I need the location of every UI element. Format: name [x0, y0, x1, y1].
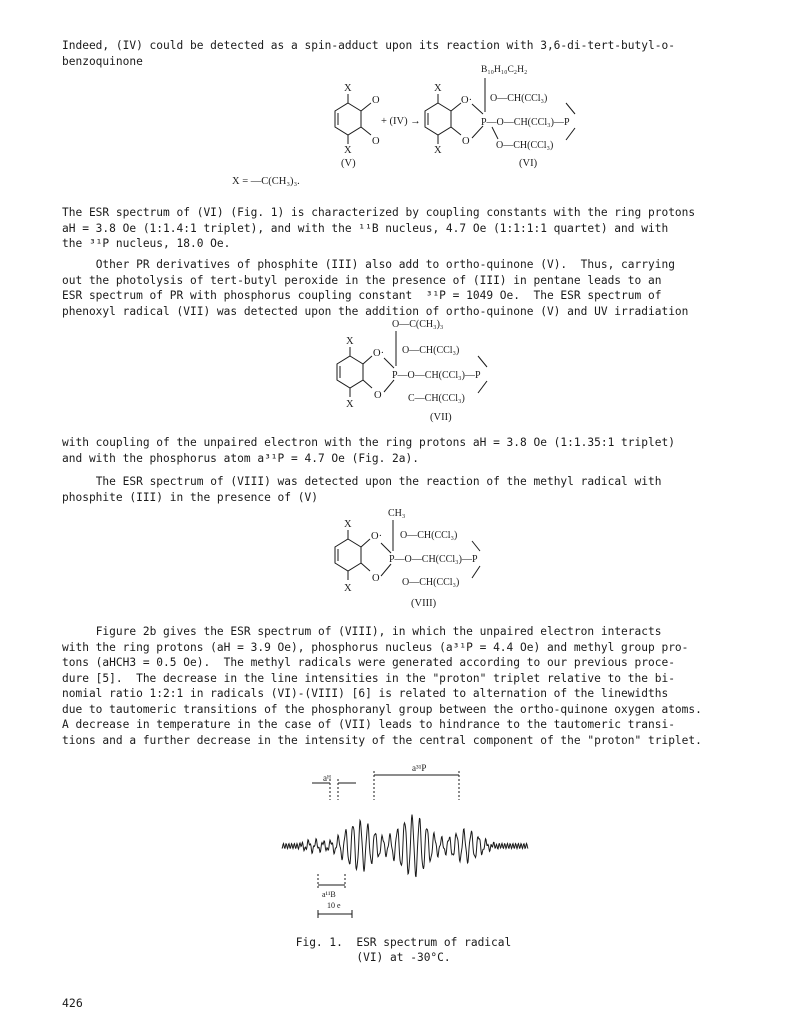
- vii-group-1: O—CH(CCl₃): [402, 345, 460, 356]
- x-top-vii: X: [346, 336, 354, 347]
- o-top-v: O: [372, 95, 380, 106]
- methyl-group: CH₃: [388, 508, 406, 519]
- o-radical-vii: O·: [373, 348, 385, 359]
- x-bottom-viii: X: [344, 583, 352, 594]
- label-vi: (VI): [519, 158, 538, 169]
- paragraph-vi-spectrum: The ESR spectrum of (VI) (Fig. 1) is characterized by coupling constants with the ring protons aH = 3.8 Oe (1:1.4:1 triplet), and with the ¹¹B nucleus, 4.7 Oe (1:1:1:1 quartet) and with the ³¹P nucleus, 18.0 Oe.: [62, 206, 696, 250]
- paragraph-vii-coupling: with coupling of the unpaired electron with the ring protons aH = 3.8 Oe (1:1.35:1 triplet) and with the phosphorus atom a³¹P = 4.7 Oe (Fig. 2a).: [62, 436, 675, 465]
- o-bottom-v: O: [372, 136, 380, 147]
- ester-group-2: P—O—CH(CCl₃)—P: [481, 117, 570, 128]
- ester-group-1: O—CH(CCl₃): [490, 93, 548, 104]
- ester-group-3: O—CH(CCl₃): [496, 140, 554, 151]
- page-number: 426: [62, 996, 83, 1010]
- a-h-label: aᴴ: [323, 773, 331, 783]
- tert-butoxy-group: O—C(CH₃)₃: [392, 319, 444, 330]
- x-top-vi: X: [434, 83, 442, 94]
- paragraph-viii-intro: The ESR spectrum of (VIII) was detected upon the reaction of the methyl radical with phosphite (III) in the presence of (V): [62, 475, 662, 504]
- reagent-arrow: + (IV) →: [381, 116, 421, 127]
- o-radical-vi: O·: [461, 95, 473, 106]
- figure-1-caption-line-1: Fig. 1. ESR spectrum of radical: [295, 936, 512, 949]
- x-bottom-v: X: [344, 145, 352, 156]
- paragraph-fig2b: Figure 2b gives the ESR spectrum of (VIII), in which the unpaired electron interacts with the ring protons (aH = 3.9 Oe), phosphorus nucleus (a³¹P = 4.4 Oe) and methyl group pro- tons (aHCH3 = 0.5 Oe). The methyl radicals were generated according to our previous proce- dure [5]. The decrease in the line intensities in the "proton" triplet relative to the bi- nomial ratio 1:2:1 in radicals (VI)-(VIII) [6] is related to alternation of the linewidths due to tautomeric transitions of the phosphoranyl group between the ortho-quinone oxygen atoms. A decrease in temperature in the case of (VII) leads to hindrance to the tautomeric transi- tions and a further decrease in the intensity of the central component of the "proton" triplet.: [62, 625, 702, 747]
- x-bottom-vi: X: [434, 145, 442, 156]
- label-v: (V): [341, 158, 356, 169]
- label-viii: (VIII): [411, 598, 437, 609]
- label-vii: (VII): [430, 412, 452, 423]
- paragraph-pr-derivatives: Other PR derivatives of phosphite (III) also add to ortho-quinone (V). Thus, carrying out the photolysis of tert-butyl peroxide in the presence of (III) in pentane leads to an ESR spectrum of PR with phosphorus coupling constant ³¹P = 1049 Oe. The ESR spectrum of phenoxyl radical (VII) was detected upon the addition of ortho-quinone (V) and UV irradiation: [62, 258, 689, 318]
- radical-vi-structure: [425, 65, 575, 169]
- b-coupling-marker: [318, 874, 345, 899]
- figure-1-caption-line-2: (VI) at -30°C.: [356, 951, 451, 964]
- a-b-label: a¹¹B: [322, 890, 336, 899]
- x-bottom-vii: X: [346, 399, 354, 410]
- paragraph-intro: Indeed, (IV) could be detected as a spin-adduct upon its reaction with 3,6-di-tert-butyl-o- benzoquinone: [62, 39, 675, 68]
- x-top-v: X: [344, 83, 352, 94]
- scale-bar: [318, 901, 352, 918]
- scale-label: 10 e: [327, 901, 341, 910]
- quinone-v-structure: [335, 83, 380, 169]
- o-radical-viii: O·: [371, 531, 383, 542]
- carborane-label: B₁₀H₁₀C₂H₂: [481, 65, 528, 75]
- x-definition: X = —C(CH₃)₃.: [232, 176, 300, 187]
- o-bottom-vii: O: [374, 390, 382, 401]
- x-top-viii: X: [344, 519, 352, 530]
- o-bottom-viii: O: [372, 573, 380, 584]
- esr-trace: [282, 815, 528, 877]
- viii-group-2: P—O—CH(CCl₃)—P: [389, 554, 478, 565]
- viii-group-3: O—CH(CCl₃): [402, 577, 460, 588]
- vii-group-3: C—CH(CCl₃): [408, 393, 465, 404]
- a-p-label: a³¹P: [412, 763, 427, 773]
- coupling-markers: [312, 763, 459, 800]
- vii-group-2: P—O—CH(CCl₃)—P: [392, 370, 481, 381]
- o-bottom-vi: O: [462, 136, 470, 147]
- viii-group-1: O—CH(CCl₃): [400, 530, 458, 541]
